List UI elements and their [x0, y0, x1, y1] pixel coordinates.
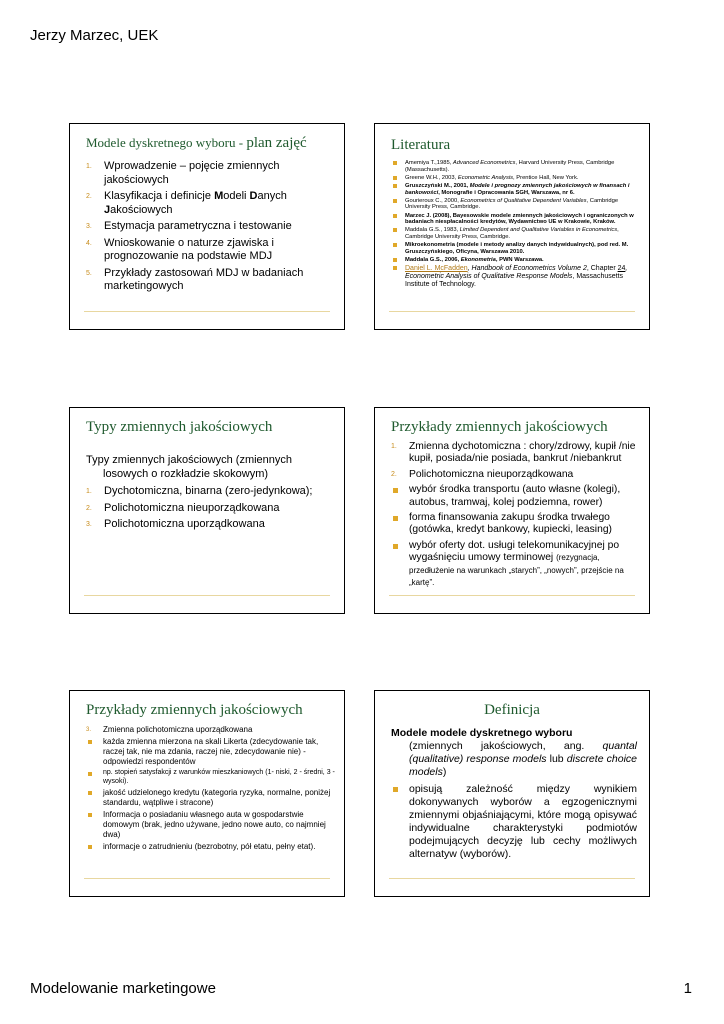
bullet-icon: [393, 199, 397, 203]
reference-item: Gourieroux C., 2000, Econometrics of Qualitative Dependent Variables, Cambridge University Press, Cambridge.: [391, 198, 641, 211]
definition-text: Modele modele dyskretnego wyboru (zmiennych jakościowych, ang. quantal (qualitative) response models lub discrete choice models) opisują zależność między wynikiem dokonywanych wyborów a egzogenicznymi zmiennymi objaśniającymi, które mogą opisywać indywidualne charakterystyki podmiotów podejmujących decyzję lub cechy możliwych alternatyw (wyborów).: [391, 727, 637, 860]
slide-divider: [389, 878, 635, 879]
examples-list: [86, 725, 336, 852]
slide-plan: [69, 123, 345, 330]
slide-literature: [374, 123, 650, 330]
list-item: forma finansowania zakupu środka trwałego (gotówka, kredyt bankowy, kupiecki, leasing): [391, 512, 639, 537]
slide-title: [86, 134, 344, 152]
reference-item: Greene W.H., 2003, Econometric Analysis, Prentice Hall, New York.: [391, 175, 641, 182]
reference-item: Mikroekonometria (modele i metody analizy danych indywidualnych), pod red. M. Gruszczyńskiego, Oficyna, Warszawa 2010.: [391, 242, 641, 255]
bullet-icon: [88, 740, 92, 744]
item-number: 5.: [86, 269, 92, 277]
slide-divider: [84, 595, 330, 596]
bullet-icon: [393, 214, 397, 218]
intro-text: Typy zmiennych jakościowych (zmiennych losowych o rozkładzie skokowym): [86, 454, 293, 480]
slide-divider: [84, 311, 330, 312]
bullet-icon: [393, 161, 397, 165]
examples-list: [391, 441, 639, 589]
bullet-icon: [88, 845, 92, 849]
bullet-icon: [393, 176, 397, 180]
slide-divider: [389, 311, 635, 312]
list-item: każda zmienna mierzona na skali Likerta (zdecydowanie tak, raczej tak, nie ma zdania, raczej nie, zdecydowanie nie) - odpowiedzi respondentów: [86, 737, 336, 767]
list-item: 3. Zmienna polichotomiczna uporządkowana: [86, 725, 253, 734]
item-text: Estymacja parametryczna i testowanie: [104, 220, 292, 232]
list-item: jakość udzielonego kredytu (kategoria ryzyka, normalne, poniżej standardu, wątpliwe i stracone): [86, 788, 336, 808]
bullet-icon: [88, 791, 92, 795]
item-number: 4.: [86, 239, 92, 247]
reference-item: Marzec J. (2008), Bayesowskie modele zmiennych jakościowych i ograniczonych w badaniach niespłacalności kredytów, Wydawnictwo UE w Krakowie, Kraków.: [391, 213, 641, 226]
slide-definition: [374, 690, 650, 897]
list-item: 1. Zmienna dychotomiczna : chory/zdrowy, kupił /nie kupił, posiada/nie posiada, bankrut /niebankrut: [391, 441, 636, 465]
slide-variable-types: [69, 407, 345, 614]
bullet-icon: [88, 813, 92, 817]
list-item: 2. Polichotomiczna nieuporządkowana: [86, 501, 280, 514]
author-link[interactable]: Daniel L. McFadden: [405, 265, 468, 273]
item-text: Wnioskowanie o naturze zjawiska i prognozowanie na podstawie MDJ: [104, 236, 274, 262]
item-number: 1.: [86, 163, 92, 170]
bullet-icon: [393, 266, 397, 270]
slide-divider: [84, 878, 330, 879]
bullet-icon: [88, 772, 92, 776]
list-item: [86, 267, 334, 294]
list-item: [86, 220, 334, 234]
title-suffix: plan zajęć: [246, 135, 307, 151]
reference-item: Maddala G.S., 2006, Ekonometria, PWN Warszawa.: [391, 257, 641, 264]
list-item: [86, 237, 334, 264]
list-item: 3. Polichotomiczna uporządkowana: [86, 518, 265, 530]
bullet-icon: [393, 488, 398, 493]
list-item: 2. Polichotomiczna nieuporządkowana: [391, 468, 574, 480]
item-text: Przykłady zastosowań MDJ w badaniach marketingowych: [104, 266, 304, 292]
bullet-icon: [393, 787, 398, 792]
item-number: 2.: [86, 193, 92, 200]
reference-list: [391, 160, 641, 289]
bullet-icon: [393, 184, 397, 188]
list-item: wybór środka transportu (auto własne (kolegi), autobus, tramwaj, kolej podziemna, rower): [391, 484, 639, 509]
reference-item: Gruszczyński M., 2001, Modele i prognozy zmiennych jakościowych w finansach i bankowości, Monografie i Opracowania SGH, Warszawa, nr 6.: [391, 183, 641, 196]
types-list: [86, 485, 334, 532]
reference-item: Maddala G.S., 1983, Limited Dependent and Qualitative Variables in Econometrics, Cambridge University Press, Cambridge.: [391, 227, 641, 240]
reference-item: Amemiya T.,1985, Advanced Econometrics, Harvard University Press, Cambridge (Massachusetts).: [391, 160, 641, 173]
item-text: Wprowadzenie – pojęcie zmiennych jakościowych: [104, 160, 280, 186]
list-item: wybór oferty dot. usługi telekomunikacyjnej po wygaśnięciu umowy terminowej (rezygnacja, przedłużenie na warunkach „starych”, „nowych”, przejście na „kartę”.: [391, 540, 639, 590]
item-text: Klasyfikacja i definicje Modeli Danych Jakościowych: [104, 190, 287, 216]
slide-title: Literatura: [391, 137, 451, 153]
bullet-icon: [393, 228, 397, 232]
list-item: [86, 190, 334, 217]
bullet-icon: [393, 243, 397, 247]
plan-list: [86, 160, 334, 294]
slide-examples-2: [69, 690, 345, 897]
bullet-icon: [393, 516, 398, 521]
page-number: 1: [683, 980, 692, 997]
reference-item: Daniel L. McFadden, Handbook of Econometrics Volume 2, Chapter 24, Econometric Analysis of Qualitative Response Models, Massachusetts Institute of Technology.: [391, 265, 641, 289]
title-prefix: Modele dyskretnego wyboru -: [86, 135, 247, 150]
bullet-icon: [393, 258, 397, 262]
page-header-author: Jerzy Marzec, UEK: [30, 27, 159, 44]
item-number: 3.: [86, 223, 92, 230]
slide-examples-1: [374, 407, 650, 614]
list-item: np. stopień satysfakcji z warunków mieszkaniowych (1- niski, 2 - średni, 3 - wysoki).: [86, 769, 336, 786]
list-item: [86, 160, 334, 187]
list-item: informacje o zatrudnieniu (bezrobotny, pół etatu, pełny etat).: [86, 842, 336, 852]
list-item: Informacja o posiadaniu własnego auta w gospodarstwie domowym (brak, jedno używane, jedno nowe auto, co najmniej dwa): [86, 810, 336, 840]
slide-title: Przykłady zmiennych jakościowych: [391, 419, 608, 435]
page-footer-course: Modelowanie marketingowe: [30, 980, 216, 997]
definition-bullet: opisują zależność między wynikiem dokonywanych wyborów a egzogenicznymi zmiennymi objaśniającymi, które mogą opisywać indywidualne charakterystyki podmiotów podejmujących decyzję lub cechy możliwych alternatyw (wyborów).: [391, 783, 637, 861]
bullet-icon: [393, 544, 398, 549]
slide-title: Przykłady zmiennych jakościowych: [86, 702, 303, 718]
slide-title: Typy zmiennych jakościowych: [86, 419, 273, 435]
slide-title: Definicja: [484, 702, 540, 718]
list-item: 1. Dychotomiczna, binarna (zero-jedynkowa);: [86, 485, 313, 497]
slide-divider: [389, 595, 635, 596]
